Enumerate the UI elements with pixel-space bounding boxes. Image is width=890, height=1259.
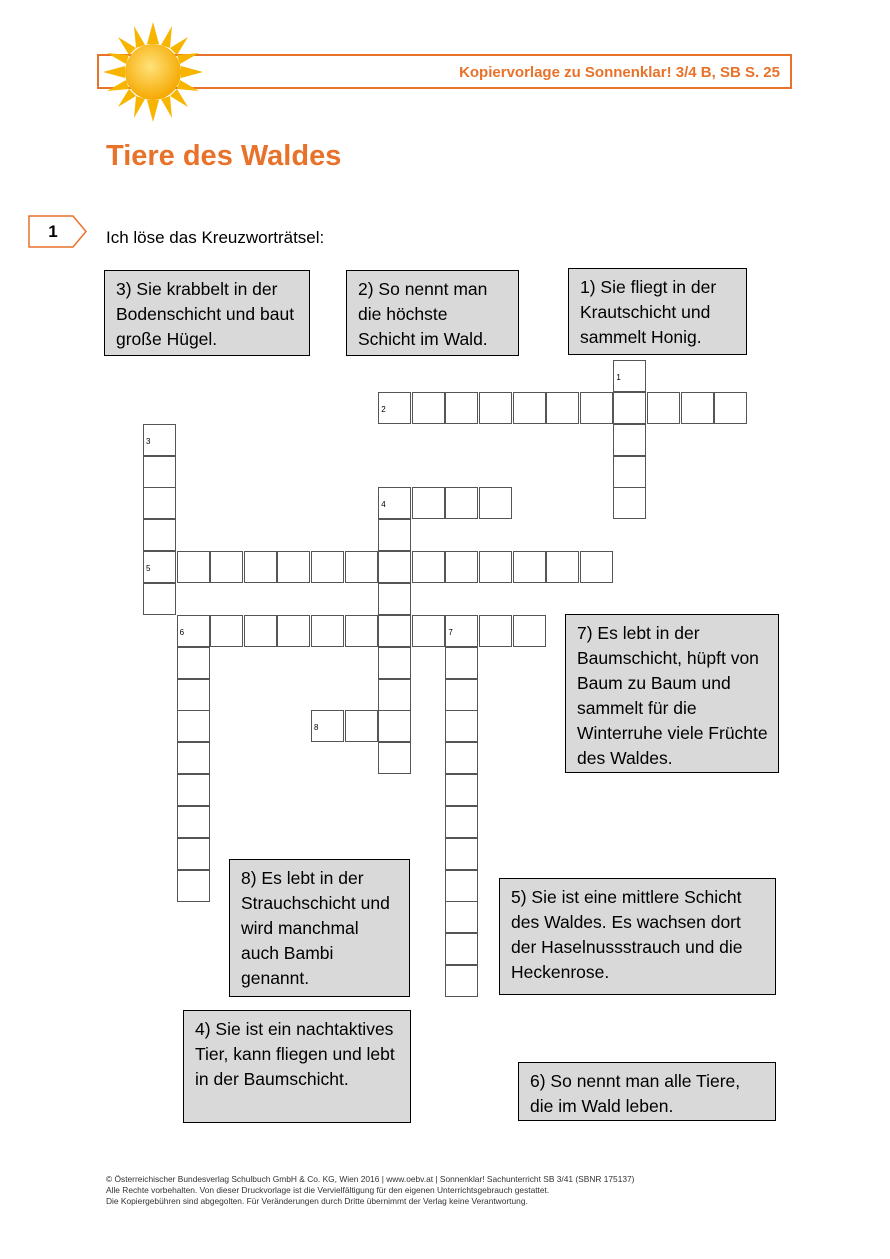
crossword-cell[interactable]	[479, 487, 512, 519]
crossword-cell[interactable]	[244, 551, 277, 583]
clue-7: 7) Es lebt in der Baumschicht, hüpft von Baum zu Baum und sammelt für die Winterruhe viele Früchte des Waldes.	[565, 614, 779, 773]
crossword-cell[interactable]	[143, 456, 176, 488]
crossword-cell[interactable]	[445, 806, 478, 838]
clue-4: 4) Sie ist ein nachtaktives Tier, kann fliegen und lebt in der Baumschicht.	[183, 1010, 411, 1123]
crossword-cell[interactable]	[445, 742, 478, 774]
crossword-cell[interactable]	[177, 774, 210, 806]
crossword-cell[interactable]	[345, 710, 378, 742]
crossword-cell[interactable]	[378, 583, 411, 615]
crossword-cell[interactable]	[546, 392, 579, 424]
crossword-cell[interactable]	[143, 583, 176, 615]
crossword-cell[interactable]	[445, 901, 478, 933]
crossword-cell[interactable]	[681, 392, 714, 424]
crossword-cell[interactable]	[445, 774, 478, 806]
crossword-cell[interactable]	[613, 392, 646, 424]
clue-6: 6) So nennt man alle Tiere, die im Wald leben.	[518, 1062, 776, 1121]
crossword-cell[interactable]	[613, 360, 646, 392]
crossword-cell[interactable]	[378, 742, 411, 774]
header-reference: Kopiervorlage zu Sonnenklar! 3/4 B, SB S. 25	[459, 64, 780, 81]
crossword-cell[interactable]	[613, 487, 646, 519]
crossword-cell[interactable]	[378, 615, 411, 647]
footer-line: Alle Rechte vorbehalten. Von dieser Druckvorlage ist die Vervielfältigung für den eigenen Unterrichtsgebrauch gestattet.	[106, 1185, 550, 1195]
crossword-cell[interactable]	[445, 710, 478, 742]
sun-icon	[103, 22, 203, 122]
clue-8: 8) Es lebt in der Strauchschicht und wird manchmal auch Bambi genannt.	[229, 859, 410, 997]
clue-number: 8	[314, 723, 319, 733]
crossword-cell[interactable]	[177, 742, 210, 774]
crossword-cell[interactable]	[378, 487, 411, 519]
crossword-cell[interactable]	[513, 551, 546, 583]
crossword-cell[interactable]	[177, 806, 210, 838]
crossword-cell[interactable]	[479, 551, 512, 583]
crossword-cell[interactable]	[143, 551, 176, 583]
crossword-cell[interactable]	[143, 487, 176, 519]
clue-number: 4	[381, 500, 386, 510]
crossword-cell[interactable]	[445, 392, 478, 424]
crossword-cell[interactable]	[177, 551, 210, 583]
crossword-cell[interactable]	[177, 838, 210, 870]
task-instruction: Ich löse das Kreuzworträtsel:	[106, 228, 325, 247]
crossword-cell[interactable]	[177, 870, 210, 902]
crossword-cell[interactable]	[445, 487, 478, 519]
crossword-cell[interactable]	[177, 647, 210, 679]
clue-number: 1	[616, 373, 621, 382]
crossword-cell[interactable]	[513, 615, 546, 647]
crossword-cell[interactable]	[546, 551, 579, 583]
crossword-cell[interactable]	[613, 456, 646, 488]
crossword-cell[interactable]	[580, 551, 613, 583]
footer-line: © Österreichischer Bundesverlag Schulbuch GmbH & Co. KG, Wien 2016 | www.oebv.at | Sonnenklar! Sachunterricht SB 3/41 (SBNR 175137)	[106, 1174, 635, 1184]
clue-number: 2	[381, 404, 386, 414]
crossword-cell[interactable]	[177, 710, 210, 742]
copyright-footer	[106, 1174, 634, 1207]
crossword-cell[interactable]	[613, 424, 646, 456]
crossword-cell[interactable]	[412, 487, 445, 519]
crossword-cell[interactable]	[277, 615, 310, 647]
clue-5: 5) Sie ist eine mittlere Schicht des Waldes. Es wachsen dort der Haselnussstrauch und die Heckenrose.	[499, 878, 776, 995]
crossword-cell[interactable]	[210, 615, 243, 647]
crossword-cell[interactable]	[445, 551, 478, 583]
crossword-cell[interactable]	[311, 551, 344, 583]
clue-number: 3	[146, 436, 151, 446]
crossword-cell[interactable]	[412, 392, 445, 424]
crossword-cell[interactable]	[177, 679, 210, 711]
crossword-cell[interactable]	[378, 679, 411, 711]
crossword-cell[interactable]	[412, 615, 445, 647]
crossword-cell[interactable]	[378, 710, 411, 742]
clue-number: 5	[146, 564, 151, 574]
task-number: 1	[48, 222, 58, 241]
crossword-cell[interactable]	[378, 647, 411, 679]
crossword-cell[interactable]	[479, 615, 512, 647]
crossword-cell[interactable]	[445, 838, 478, 870]
crossword-cell[interactable]	[311, 615, 344, 647]
clue-number: 6	[179, 627, 185, 637]
crossword-cell[interactable]	[378, 392, 411, 424]
crossword-cell[interactable]	[143, 519, 176, 551]
clue-3: 3) Sie krabbelt in der Bodenschicht und baut große Hügel.	[104, 270, 310, 356]
crossword-cell[interactable]	[479, 392, 512, 424]
crossword-cell[interactable]	[445, 679, 478, 711]
crossword-cell[interactable]	[445, 965, 478, 997]
crossword-cell[interactable]	[143, 424, 176, 456]
crossword-cell[interactable]	[445, 615, 478, 647]
crossword-cell[interactable]	[412, 551, 445, 583]
crossword-cell[interactable]	[378, 519, 411, 551]
crossword-cell[interactable]	[345, 615, 378, 647]
crossword-cell[interactable]	[311, 710, 344, 742]
clue-number: 7	[448, 627, 453, 637]
clue-2: 2) So nennt man die höchste Schicht im Wald.	[346, 270, 519, 356]
crossword-cell[interactable]	[647, 392, 680, 424]
crossword-cell[interactable]	[445, 933, 478, 965]
crossword-cell[interactable]	[378, 551, 411, 583]
crossword-cell[interactable]	[513, 392, 546, 424]
crossword-cell[interactable]	[210, 551, 243, 583]
crossword-cell[interactable]	[445, 647, 478, 679]
crossword-cell[interactable]	[580, 392, 613, 424]
crossword-cell[interactable]	[177, 615, 210, 647]
crossword-cell[interactable]	[714, 392, 747, 424]
crossword-cell[interactable]	[345, 551, 378, 583]
crossword-cell[interactable]	[244, 615, 277, 647]
footer-line: Die Kopiergebühren sind abgegolten. Für Veränderungen durch Dritte übernimmt der Verlag keine Verantwortung.	[106, 1196, 528, 1206]
crossword-cell[interactable]	[277, 551, 310, 583]
page-title: Tiere des Waldes	[106, 140, 342, 172]
crossword-cell[interactable]	[445, 870, 478, 902]
clue-1: 1) Sie fliegt in der Krautschicht und sammelt Honig.	[568, 268, 747, 355]
